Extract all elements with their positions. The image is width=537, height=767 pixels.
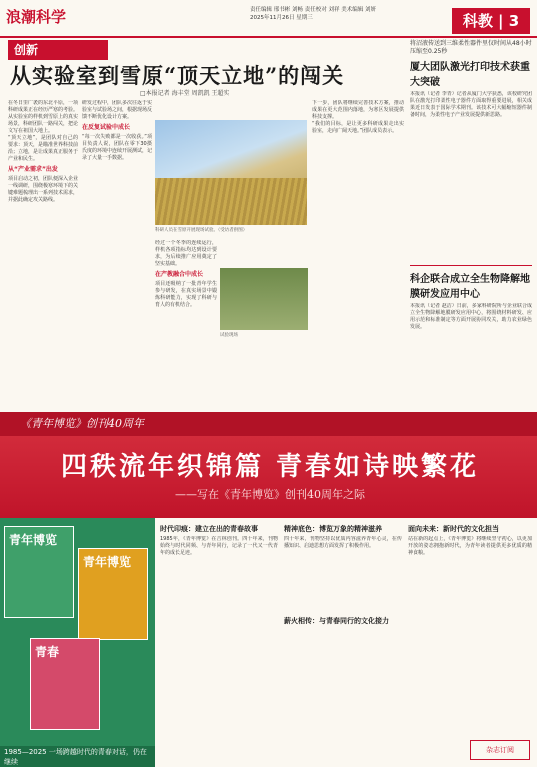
photo-caption: 科研人员在雪原开展现场试验。（受访者供图） (155, 228, 248, 233)
masthead-divider (0, 36, 537, 38)
paragraph: “顶天立地”，是团队对自己的要求：顶天，是瞄准世界科技前沿；立地，是让成果真正服务于产业和民生。 (8, 135, 78, 162)
bottom-column-1 (160, 524, 278, 726)
paragraph: 下一步，团队将继续完善技术方案，推动成果在更大范围内落地，为寒区发展提供科技支撑。 (312, 100, 404, 120)
cover-3: 青春 (30, 638, 100, 730)
banner-subtitle: ——写在《青年博览》创刊40周年之际 (175, 488, 365, 501)
article-kicker: 创新 (8, 40, 108, 60)
snowfield-photo (155, 120, 307, 225)
cover-2: 青年博览 (78, 548, 148, 640)
bottom-subtitle-2: 薪火相传：与青春同行的文化接力 (284, 617, 389, 625)
article-column-3 (155, 240, 217, 400)
brief-title-1: 厦大团队激光打印技术获重大突破 (410, 62, 530, 88)
brief-kicker: 将沼液传送到三维柔性器件里仅时间从48小时压缩至0.25秒 (410, 40, 532, 55)
paragraph: “我们的目标，是让更多科研成果走出实验室，走向广阔天地。”团队成员表示。 (312, 121, 404, 134)
paragraph: “每一次失败都是一次收获。”项目负责人说，团队在零下30摄氏度的环境中连续开展测试，记录了大量一手数据。 (82, 134, 152, 161)
article-column-1 (8, 100, 78, 400)
brief-body-1: 本报讯（记者 李青）记者从厦门大学获悉，该校研究团队在激光打印柔性电子器件方面取得重要进展，相关成果近日发表于国际学术期刊。该技术可大幅缩短器件制备时间，为柔性电子产业发展提供新思路。 (410, 91, 532, 118)
brief-body-2: 本报讯（记者 赵洁）日前，多家科研院所与企业联合成立全生物降解地膜研发应用中心，将围绕材料研发、应用示范和标准制定等方面开展协同攻关，助力农业绿色发展。 (410, 303, 532, 330)
bottom-column-3 (408, 524, 532, 686)
magazine-covers (0, 518, 155, 746)
paragraph: 项目启动之初，团队便深入企业一线调研，围绕极寒环境下的关键难题梳理出一系列技术需求，并据此确定攻关路线。 (8, 176, 78, 203)
meta-editors: 责任编辑 邢书彬 刘畅 责任校对 刘祥 美术编辑 刘妍 (250, 7, 376, 13)
section-subhead: 在反复试验中成长 (82, 124, 131, 131)
meta-date: 2025年11月26日 星期三 (250, 15, 313, 21)
bottom-body-2: 四十年来，刊物坚持以优质内容滋养青年心灵，在传播知识、启迪思想方面发挥了积极作用。 (284, 536, 402, 549)
bottom-column-2 (284, 524, 402, 628)
right-column (410, 40, 532, 393)
issue-meta (250, 6, 440, 22)
bottom-title-1: 时代印痕：建立在出的青春故事 (160, 525, 258, 533)
paragraph: 研发过程中，团队多次往返于实验室与试验场之间，根据现场反馈不断优化设计方案。 (82, 100, 152, 120)
brief-title-2: 科企联合成立全生物降解地膜研发应用中心 (410, 274, 530, 300)
brief-divider (410, 265, 532, 266)
banner-headline: 四秩流年织锦篇 青春如诗映繁花 (60, 452, 480, 482)
paragraph: 经过一个冬季的连续运行，样机各项指标均达到设计要求，为后续推广应用奠定了坚实基础。 (155, 240, 217, 267)
anniversary-label: 《青年博览》创刊40周年 (20, 417, 144, 430)
section-subhead: 从“产业需求”出发 (8, 166, 58, 173)
bottom-body-1: 1985年，《青年博览》在吉林创刊。四十年来，刊物始终与时代同频、与青年同行，记录了一代又一代青年的成长足迹。 (160, 536, 278, 556)
newspaper-logo: 浪潮科学 (6, 8, 67, 26)
paragraph: 项目还吸纳了一批青年学生参与研发，在真实场景中锻炼科研能力，实现了科研与育人的有机结合。 (155, 281, 217, 308)
article-byline: □本报记者 海丰堂 周凯凯 王超实 (140, 90, 230, 97)
subscribe-box: 杂志订阅 (470, 740, 530, 760)
article-headline: 从实验室到雪原“顶天立地”的闯关 (10, 63, 345, 88)
photo-caption-2: 试验现场 (220, 333, 238, 338)
bottom-title-2: 精神底色：博览万象的精神滋养 (284, 525, 382, 533)
paragraph: 在冬日里广袤的东北平原，一项科研成果正在经历严寒的考验。从实验室的样机到雪原上的真实场景，科研团队一路闯关，把论文写在祖国大地上。 (8, 100, 78, 134)
bottom-title-3: 面向未来：新时代的文化担当 (408, 525, 499, 533)
section-subhead: 在产教融合中成长 (155, 271, 204, 278)
covers-caption: 1985—2025 一场跨越时代的青春对话，仍在继续 (0, 746, 155, 767)
section-badge: 科教 | 3 (452, 8, 530, 34)
field-photo (220, 268, 308, 330)
cover-1: 青年博览 (4, 526, 74, 618)
bottom-body-3: 站在新的起点上，《青年博览》将继续坚守初心，以更加开放的姿态拥抱新时代，为青年读者提供更多优质的精神食粮。 (408, 536, 532, 556)
article-column-2 (82, 100, 152, 400)
article-column-4 (312, 100, 404, 400)
